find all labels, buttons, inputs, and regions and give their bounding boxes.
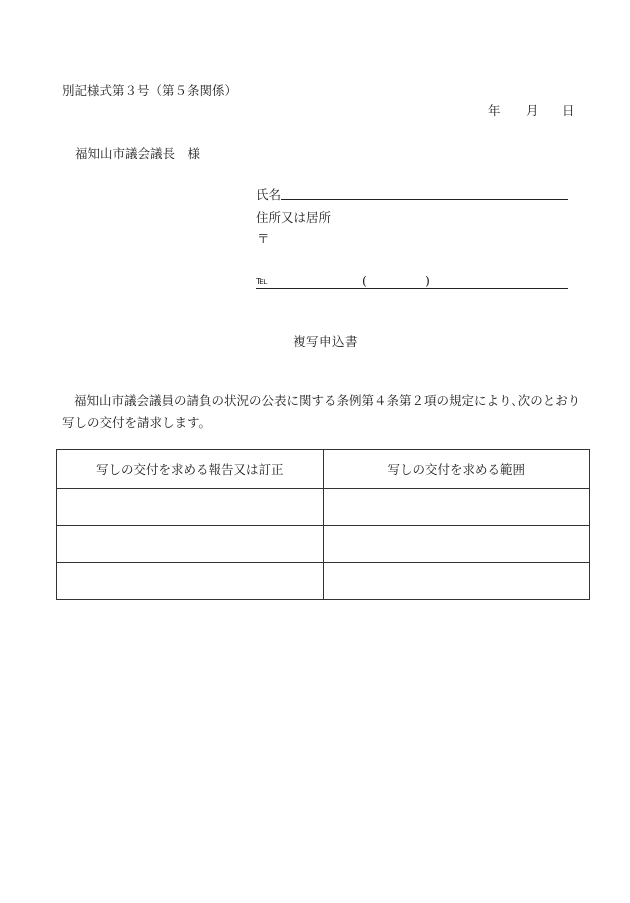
table-row	[57, 526, 590, 563]
header-report-or-correction: 写しの交付を求める報告又は訂正	[57, 450, 324, 489]
telephone-label: ℡	[256, 274, 268, 287]
date-day-label: 日	[562, 103, 575, 118]
telephone-field-line[interactable]	[256, 288, 568, 289]
request-table	[56, 449, 590, 600]
name-field-line[interactable]	[281, 199, 568, 200]
address-label: 住所又は居所	[256, 210, 332, 225]
tel-paren-open: (	[362, 273, 367, 288]
table-cell[interactable]	[323, 489, 590, 526]
header-scope: 写しの交付を求める範囲	[323, 450, 590, 489]
date-month-label: 月	[526, 103, 539, 118]
document-title: 複写申込書	[293, 334, 359, 349]
form-number: 別記様式第３号（第５条関係）	[62, 83, 238, 98]
table-cell[interactable]	[57, 563, 324, 600]
table-row	[57, 563, 590, 600]
table-header-row	[57, 450, 590, 489]
postal-mark: 〒	[257, 231, 270, 246]
request-statement: 福知山市議会議員の請負の状況の公表に関する条例第４条第２項の規定により､次のとおり写しの交付を請求します。	[62, 393, 581, 430]
tel-paren-close: )	[425, 273, 430, 288]
table-row	[57, 489, 590, 526]
table-cell[interactable]	[57, 526, 324, 563]
name-label: 氏名	[256, 187, 282, 202]
table-cell[interactable]	[323, 526, 590, 563]
table-cell[interactable]	[57, 489, 324, 526]
date-year-label: 年	[488, 103, 501, 118]
addressee: 福知山市議会議長 様	[75, 146, 201, 161]
table-cell[interactable]	[323, 563, 590, 600]
